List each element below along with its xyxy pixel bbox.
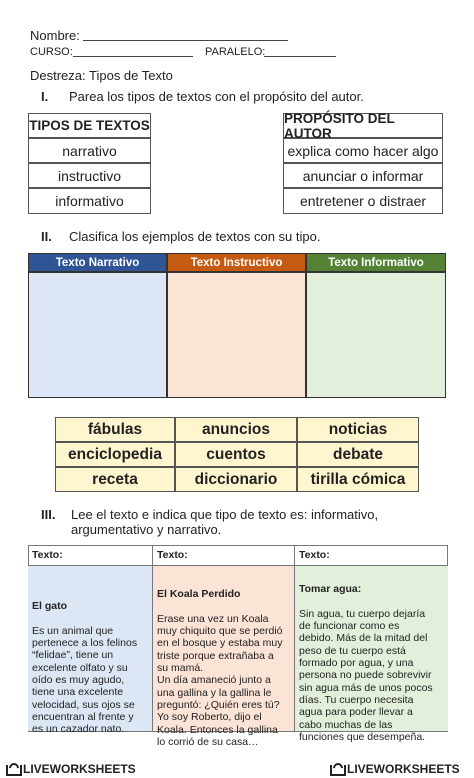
reading-text-agua: [295, 565, 448, 743]
drop-zone-instructivo[interactable]: [167, 272, 306, 398]
curso-field[interactable]: [73, 56, 193, 57]
reading-head: Texto:: [299, 549, 330, 561]
reading-head: Texto:: [153, 545, 295, 565]
tipo-item[interactable]: informativo: [28, 188, 151, 214]
reading-body: Sin agua, tu cuerpo dejaría de funcionar como es debido. Más de la mitad del peso de tu cuerpo está formado por agua, y una persona no puede sobrevivir sin agua más de unos pocos días. Tu cuerpo necesita agua para poder llevar a cabo muchas de las funciones que desempeña.: [299, 607, 433, 743]
reading-body: Es un animal que pertenece a los felinos “felidae”, tiene un excelente olfato y su oído es muy agudo, tiene una excelente velocidad, sus ojos se encuentran al frente y es un cazador nato.: [32, 624, 138, 736]
reading-text-koala: [153, 565, 295, 748]
tipos-header: TIPOS DE TEXTOS: [28, 113, 151, 138]
reading-title: El gato: [32, 600, 68, 613]
drop-zone-narrativo[interactable]: [28, 272, 167, 398]
proposito-item[interactable]: entretener o distraer: [283, 188, 443, 214]
word-card[interactable]: debate: [297, 442, 419, 467]
drop-zone-informativo[interactable]: [306, 272, 446, 398]
nombre-label: Nombre:: [30, 28, 80, 43]
word-card[interactable]: cuentos: [175, 442, 297, 467]
paralelo-label: PARALELO:: [205, 46, 266, 58]
section2-instruction: Clasifica los ejemplos de textos con su tipo.: [69, 229, 321, 244]
proposito-item[interactable]: anunciar o informar: [283, 163, 443, 188]
column-header-narrativo: Texto Narrativo: [28, 253, 167, 272]
word-card[interactable]: enciclopedia: [55, 442, 175, 467]
proposito-header: PROPÓSITO DEL AUTOR: [283, 113, 443, 138]
section1-number: I.: [41, 89, 49, 104]
word-card[interactable]: receta: [55, 467, 175, 492]
curso-label: CURSO:: [30, 46, 73, 58]
word-card[interactable]: diccionario: [175, 467, 297, 492]
word-card[interactable]: fábulas: [55, 417, 175, 442]
word-card[interactable]: tirilla cómica: [297, 467, 419, 492]
section3-number: III.: [41, 507, 56, 522]
word-card[interactable]: noticias: [297, 417, 419, 442]
reading-body: Erase una vez un Koala muy chiquito que se perdió en el bosque y estaba muy triste porque extrañaba a su mamá. Un día amaneció junto a una gallina y la gallina le preguntó: ¿Quién eres tú? Yo soy Roberto, dijo el Koala. Entonces la gallina lo corrió de su casa…: [157, 612, 283, 748]
nombre-field[interactable]: [83, 40, 288, 41]
tipo-item[interactable]: narrativo: [28, 138, 151, 163]
column-header-instructivo: Texto Instructivo: [167, 253, 306, 272]
section3-instruction-line1: Lee el texto e indica que tipo de texto es: informativo,: [71, 507, 379, 522]
liveworksheets-logo-left: LIVEWORKSHEETS: [6, 760, 136, 778]
tipo-item[interactable]: instructivo: [28, 163, 151, 188]
destreza-text: Destreza: Tipos de Texto: [30, 68, 173, 83]
section1-instruction: Parea los tipos de textos con el propósito del autor.: [69, 89, 364, 104]
reading-title: El Koala Perdido: [157, 588, 241, 601]
reading-title: Tomar agua:: [299, 583, 362, 596]
liveworksheets-logo-right: LIVEWORKSHEETS: [330, 760, 460, 778]
reading-text-gato: [28, 565, 153, 736]
liveworksheets-icon: [330, 763, 344, 775]
section3-instruction-line2: argumentativo y narrativo.: [71, 522, 222, 537]
section2-number: II.: [41, 229, 52, 244]
reading-head: Texto:: [28, 545, 153, 565]
proposito-item[interactable]: explica como hacer algo: [283, 138, 443, 163]
word-card[interactable]: anuncios: [175, 417, 297, 442]
paralelo-field[interactable]: [264, 56, 336, 57]
column-header-informativo: Texto Informativo: [306, 253, 446, 272]
liveworksheets-icon: [6, 763, 20, 775]
